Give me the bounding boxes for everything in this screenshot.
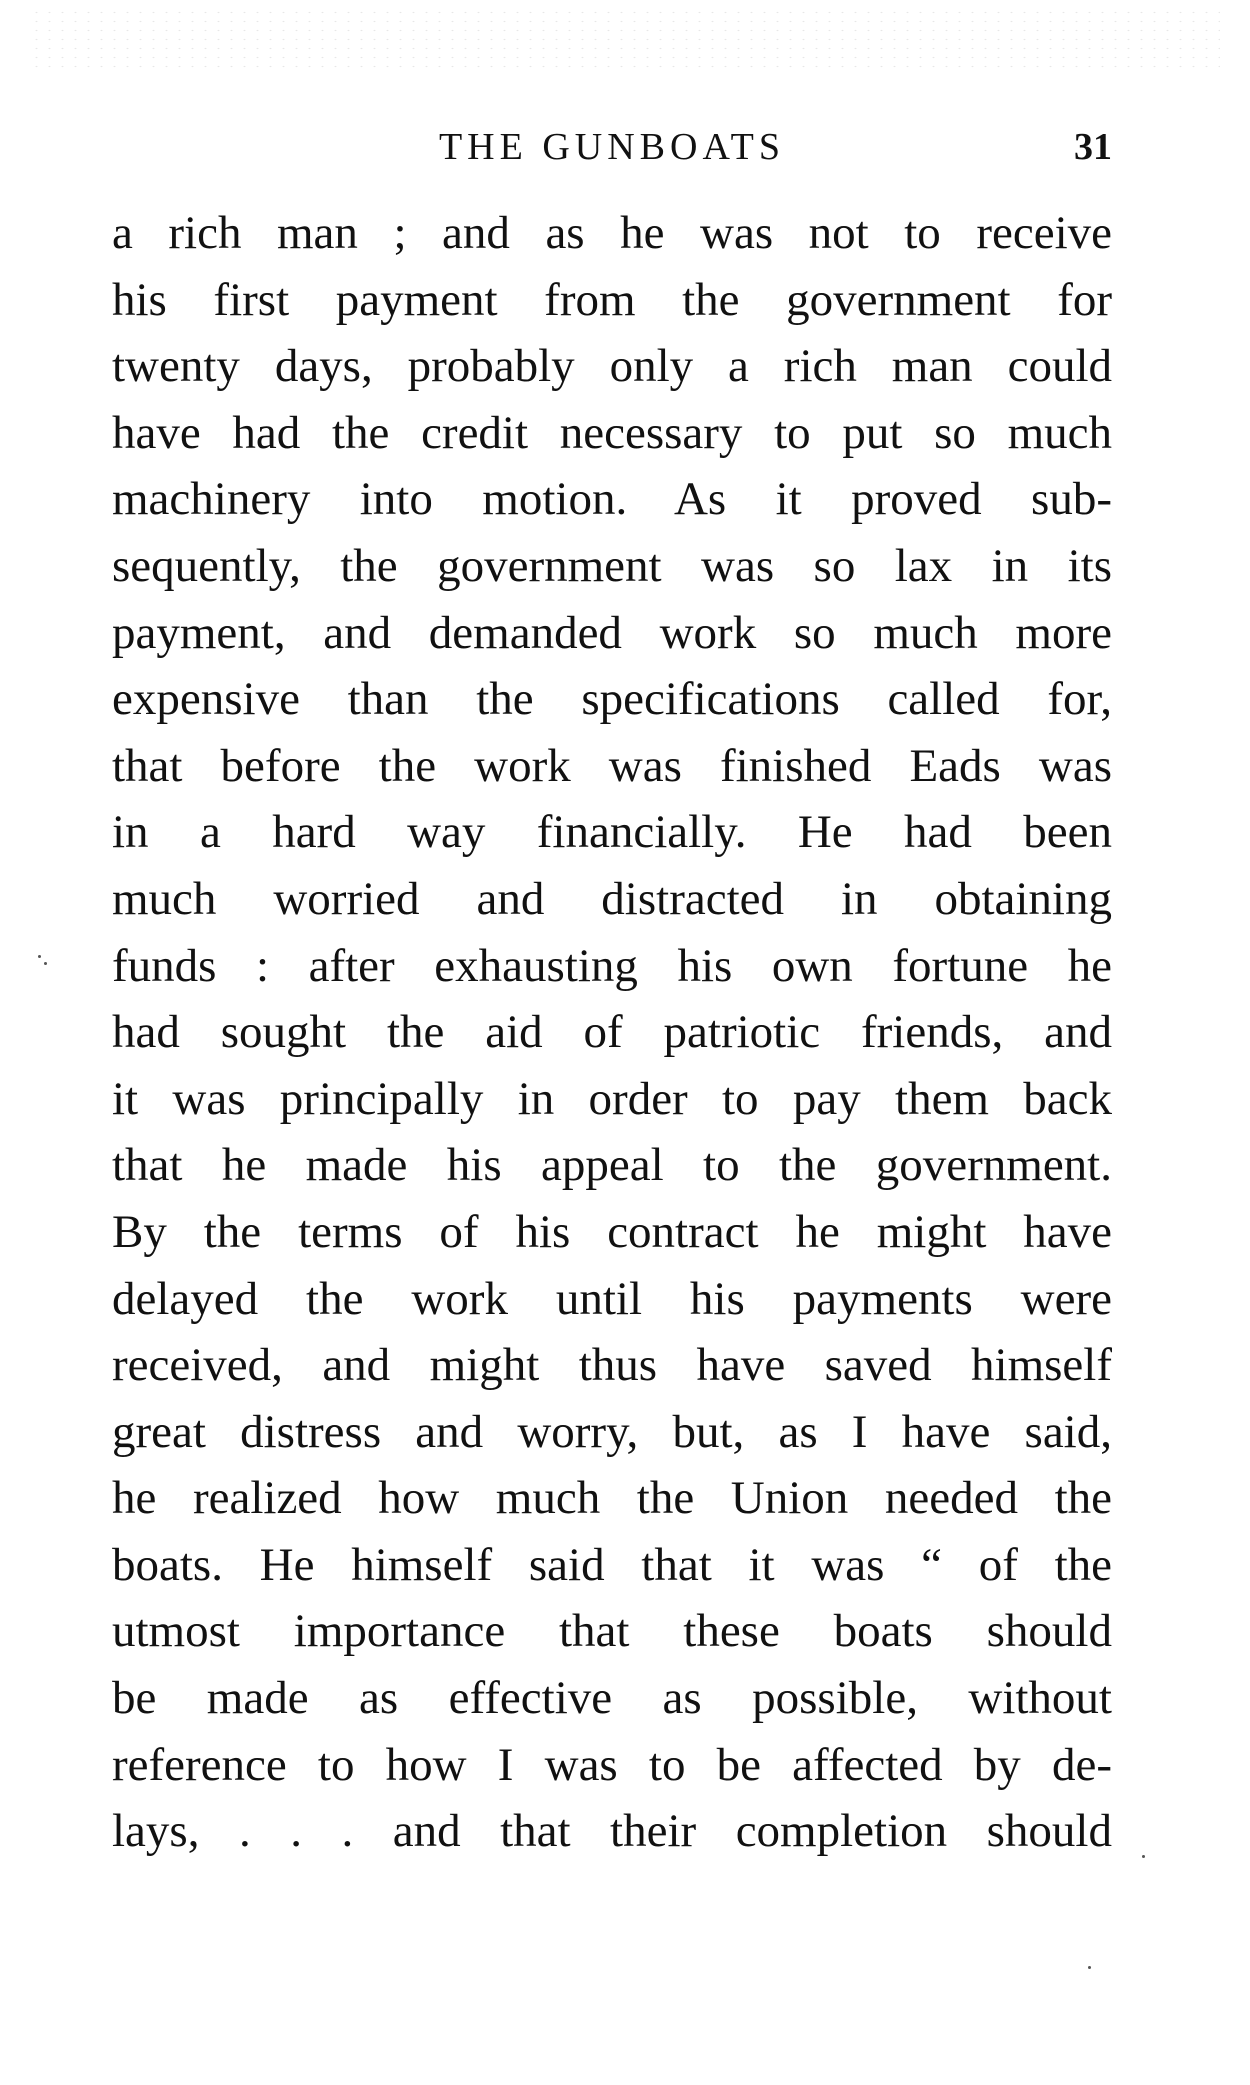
text-line: utmost importance that these boats should <box>112 1605 1112 1658</box>
text-line: funds : after exhausting his own fortune he <box>112 939 1112 992</box>
text-line: boats. He himself said that it was “ of the <box>112 1538 1112 1591</box>
text-line: a rich man ; and as he was not to receive <box>112 207 1112 259</box>
text-line: in a hard way financially. He had been <box>112 806 1112 859</box>
text-line: received, and might thus have saved himself <box>112 1339 1112 1392</box>
text-line: that before the work was finished Eads was <box>112 739 1112 792</box>
text-line: have had the credit necessary to put so much <box>112 406 1112 459</box>
running-head <box>112 122 1112 178</box>
scan-speck <box>44 962 47 965</box>
text-line: he realized how much the Union needed the <box>112 1472 1112 1525</box>
text-line: By the terms of his contract he might have <box>112 1205 1112 1258</box>
body-text <box>112 200 1112 1865</box>
text-line: be made as effective as possible, without <box>112 1672 1112 1725</box>
text-line: expensive than the specifications called for, <box>112 673 1112 726</box>
text-line: sequently, the government was so lax in its <box>112 539 1112 592</box>
scan-noise <box>30 8 1220 68</box>
text-line: delayed the work until his payments were <box>112 1272 1112 1325</box>
text-line: reference to how I was to be affected by de- <box>112 1738 1112 1791</box>
text-line: twenty days, probably only a rich man could <box>112 340 1112 393</box>
scan-speck <box>1088 1966 1091 1969</box>
text-line: that he made his appeal to the government. <box>112 1139 1112 1192</box>
scan-speck <box>1142 1855 1145 1858</box>
text-line: had sought the aid of patriotic friends, and <box>112 1006 1112 1059</box>
text-line: it was principally in order to pay them back <box>112 1072 1112 1125</box>
text-line: his first payment from the government for <box>112 273 1112 326</box>
page-number: 31 <box>1074 126 1112 168</box>
scan-speck <box>38 955 41 958</box>
text-line: lays, . . . and that their completion should <box>112 1805 1112 1858</box>
text-line: payment, and demanded work so much more <box>112 606 1112 659</box>
running-title: THE GUNBOATS <box>438 126 786 168</box>
text-line: much worried and distracted in obtaining <box>112 872 1112 925</box>
text-line: great distress and worry, but, as I have said, <box>112 1405 1112 1458</box>
text-line: machinery into motion. As it proved sub- <box>112 473 1112 526</box>
